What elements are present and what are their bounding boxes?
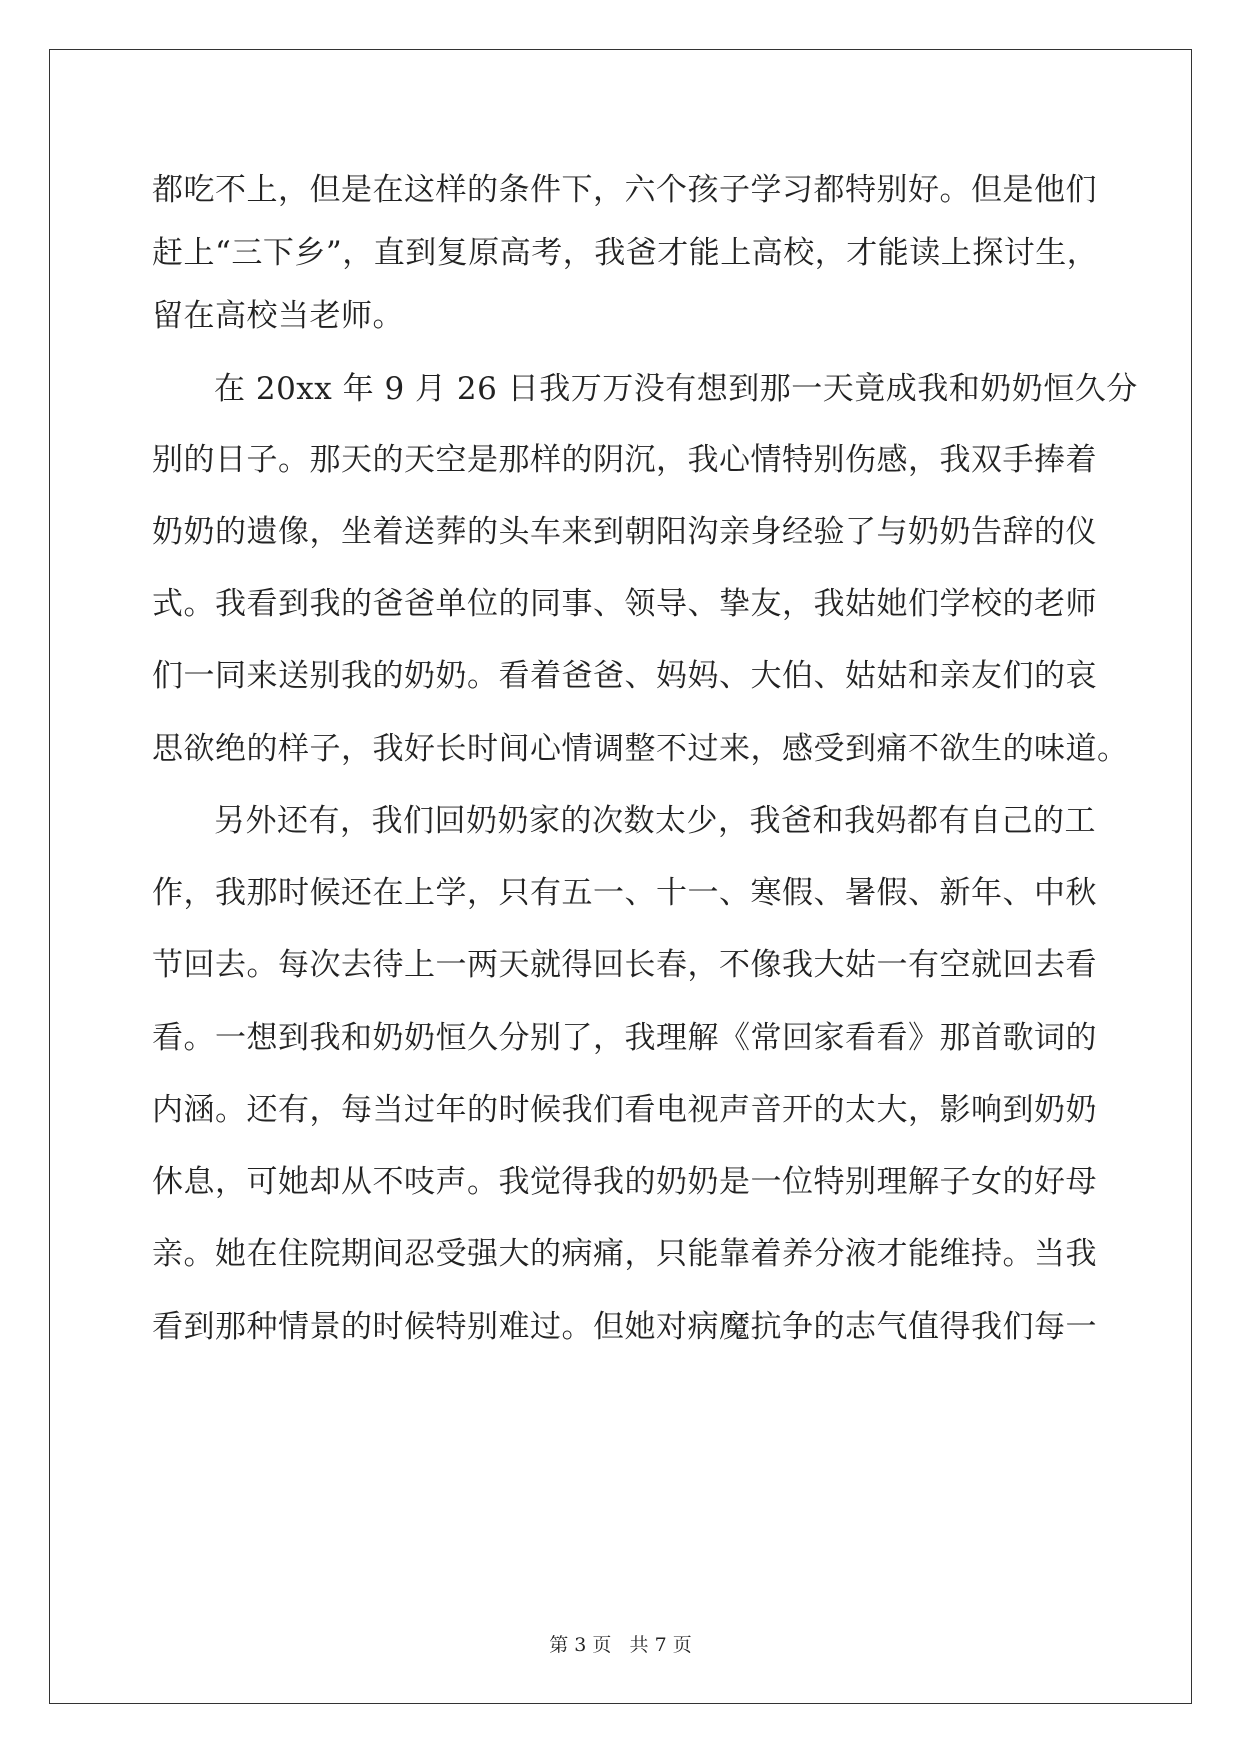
body-text-line: 奶奶的遗像，坐着送葬的头车来到朝阳沟亲身经验了与奶奶告辞的仪 [152,514,1097,550]
body-text-line: 内涵。还有，每当过年的时候我们看电视声音开的太大，影响到奶奶 [152,1092,1097,1128]
body-text-line: 在 20xx 年 9 月 26 日我万万没有想到那一天竟成我和奶奶恒久分 [214,371,1138,407]
body-text-line: 们一同来送别我的奶奶。看着爸爸、妈妈、大伯、姑姑和亲友们的哀 [152,658,1097,694]
body-text-line: 留在高校当老师。 [152,298,404,334]
body-text-line: 思欲绝的样子，我好长时间心情调整不过来，感受到痛不欲生的味道。 [152,731,1129,767]
body-text-line: 节回去。每次去待上一两天就得回长春，不像我大姑一有空就回去看 [152,947,1097,983]
body-text-line: 都吃不上，但是在这样的条件下，六个孩子学习都特别好。但是他们 [152,172,1097,208]
body-text-line: 别的日子。那天的天空是那样的阴沉，我心情特别伤感，我双手捧着 [152,442,1097,478]
body-text-line: 看到那种情景的时候特别难过。但她对病魔抗争的志气值得我们每一 [152,1309,1097,1345]
body-text-line: 另外还有，我们回奶奶家的次数太少，我爸和我妈都有自己的工 [214,803,1096,839]
body-text-line: 赶上“三下乡”，直到复原高考，我爸才能上高校，才能读上探讨生， [152,235,1099,271]
body-text-line: 看。一想到我和奶奶恒久分别了，我理解《常回家看看》那首歌词的 [152,1020,1097,1056]
body-text-line: 作，我那时候还在上学，只有五一、十一、寒假、暑假、新年、中秋 [152,875,1097,911]
body-text-line: 休息，可她却从不吱声。我觉得我的奶奶是一位特别理解子女的好母 [152,1164,1097,1200]
body-text-line: 式。我看到我的爸爸单位的同事、领导、挚友，我姑她们学校的老师 [152,586,1097,622]
page-number-footer: 第 3 页 共 7 页 [549,1634,692,1656]
body-text-line: 亲。她在住院期间忍受强大的病痛，只能靠着养分液才能维持。当我 [152,1236,1097,1272]
